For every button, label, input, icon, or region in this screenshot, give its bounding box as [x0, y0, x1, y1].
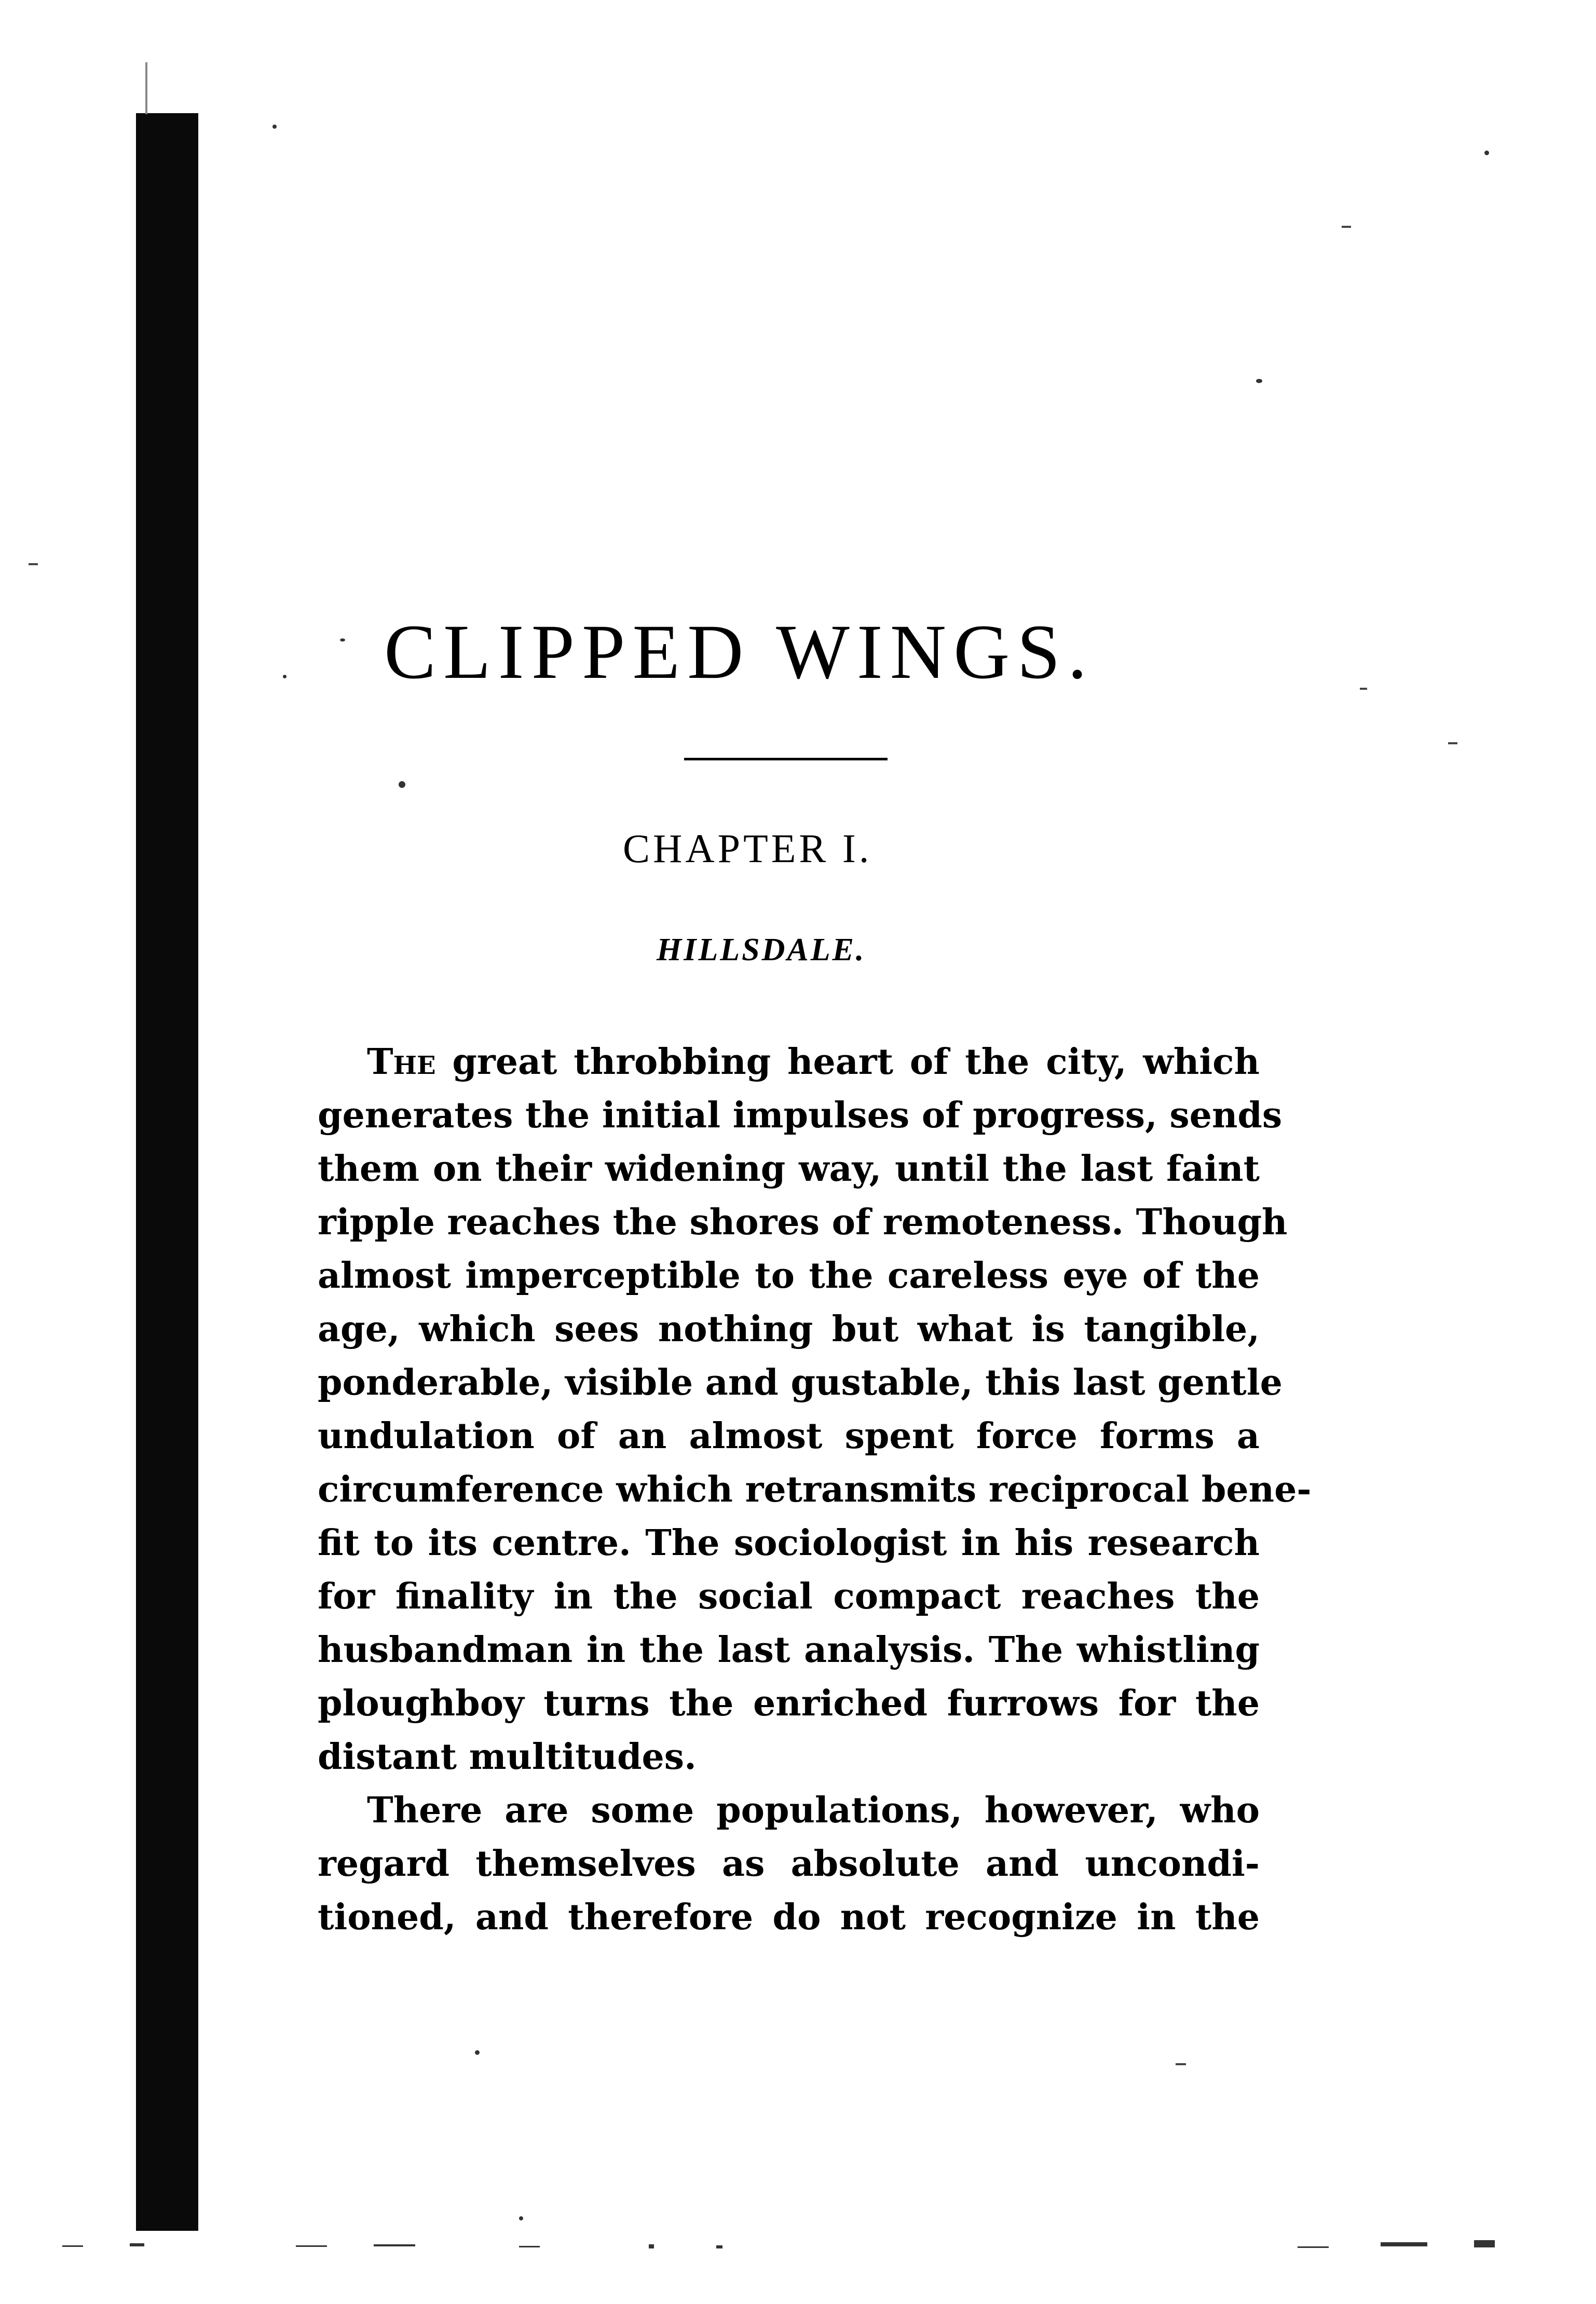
body-text — [318, 1035, 1312, 1944]
title-rule — [684, 758, 888, 760]
text-line: ripple reaches the shores of remoteness. Though — [318, 1202, 1288, 1243]
scan-speck — [475, 2050, 480, 2055]
scan-speck — [519, 2216, 523, 2220]
text-line: generates the initial impulses of progress, sends — [318, 1095, 1283, 1136]
scan-speck — [399, 781, 405, 788]
scan-speck — [1484, 151, 1489, 155]
text-line: almost imperceptible to the careless eye of the — [318, 1255, 1260, 1297]
scan-edge-noise — [52, 2237, 1557, 2253]
scan-mark — [1176, 2063, 1186, 2065]
book-title: CLIPPED WINGS. — [384, 609, 1095, 695]
scan-mark — [1448, 742, 1457, 744]
text-line: ponderable, visible and gustable, this last gentle — [318, 1362, 1283, 1403]
scan-speck — [340, 638, 345, 642]
text-line — [318, 1035, 1260, 1089]
scan-mark — [1360, 688, 1367, 690]
text-line: circumference which retransmits reciprocal bene- — [318, 1469, 1312, 1510]
text-line: them on their widening way, until the last faint — [318, 1148, 1260, 1190]
text-line: fit to its centre. The sociologist in his research — [318, 1522, 1260, 1564]
chapter-title: HILLSDALE. — [657, 932, 866, 967]
text-line: undulation of an almost spent force forms a — [318, 1415, 1260, 1457]
text-line: for finality in the social compact reaches the — [318, 1576, 1260, 1617]
binding-edge-line — [145, 62, 147, 114]
text-line: ploughboy turns the enriched furrows for the — [318, 1683, 1260, 1724]
text-line: distant multitudes. — [318, 1736, 697, 1778]
binding-shadow — [136, 113, 198, 2231]
chapter-heading: CHAPTER I. — [623, 826, 872, 871]
scan-speck — [283, 675, 287, 678]
text-line: husbandman in the last analysis. The whistling — [318, 1629, 1260, 1671]
drop-word: The — [367, 1041, 436, 1083]
scan-mark — [1342, 226, 1351, 228]
scan-mark — [29, 563, 38, 565]
text-line: There are some populations, however, who — [367, 1790, 1260, 1831]
text-line-content: great throbbing heart of the city, which — [435, 1041, 1260, 1083]
scan-speck — [1256, 379, 1262, 383]
scan-speck — [272, 125, 277, 129]
text-line: tioned, and therefore do not recognize in the — [318, 1897, 1260, 1938]
text-line: regard themselves as absolute and uncondi- — [318, 1843, 1260, 1885]
text-line: age, which sees nothing but what is tangible, — [318, 1308, 1260, 1350]
